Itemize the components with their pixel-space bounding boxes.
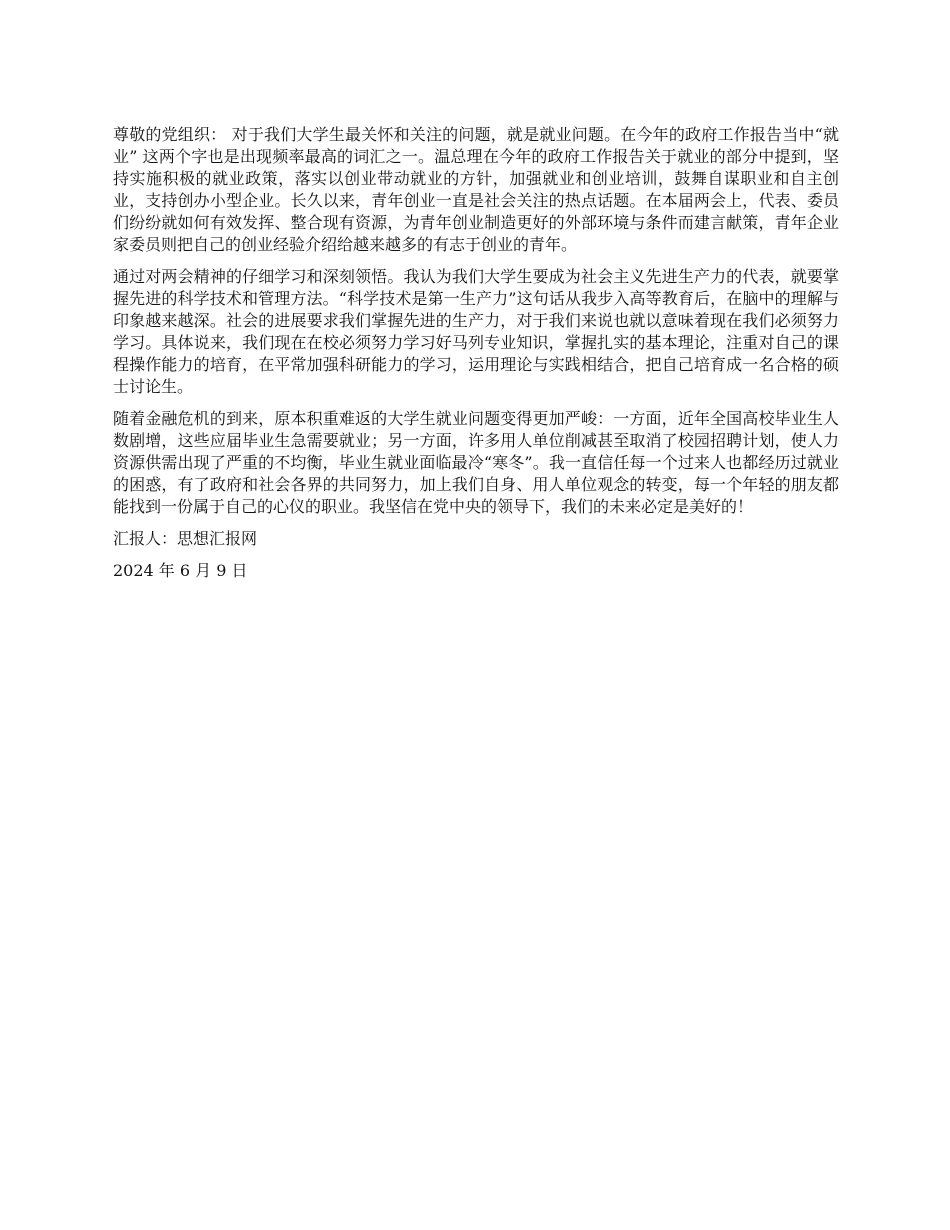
paragraph-study: 通过对两会精神的仔细学习和深刻领悟。我认为我们大学生要成为社会主义先进生产力的代表，就要掌握先进的科学技术和管理方法。“科学技术是第一生产力”这句话从我步入高等教育后，在脑中的理解与印象越来越深。社会的进展要求我们掌握先进的生产力，对于我们来说也就以意味着现在我们必须努力学习。具体说来，我们现在在校必须努力学习好马列专业知识，掌握扎实的基本理论，注重对自己的课程操作能力的培育，在平常加强科研能力的学习，运用理论与实践相结合，把自己培育成一名合格的硕士讨论生。 [113,267,839,396]
paragraph-intro: 尊敬的党组织： 对于我们大学生最关怀和关注的问题，就是就业问题。在今年的政府工作报告当中“就业” 这两个字也是出现频率最高的词汇之一。温总理在今年的政府工作报告关于就业的部分中提到，坚持实施积极的就业政策，落实以创业带动就业的方针，加强就业和创业培训，鼓舞自谋职业和自主创业，支持创办小型企业。长久以来，青年创业一直是社会关注的热点话题。在本届两会上，代表、委员们纷纷就如何有效发挥、整合现有资源，为青年创业制造更好的外部环境与条件而建言献策，青年企业家委员则把自己的创业经验介绍给越来越多的有志于创业的青年。 [113,125,839,254]
document-page [113,124,839,592]
paragraph-employment: 随着金融危机的到来，原本积重难返的大学生就业问题变得更加严峻：一方面，近年全国高校毕业生人数剧增，这些应届毕业生急需要就业；另一方面，许多用人单位削减甚至取消了校园招聘计划，使人力资源供需出现了严重的不均衡，毕业生就业面临最冷“寒冬”。我一直信任每一个过来人也都经历过就业的困惑，有了政府和社会各界的共同努力，加上我们自身、用人单位观念的转变，每一个年轻的朋友都能找到一份属于自己的心仪的职业。我坚信在党中央的领导下，我们的未来必定是美好的！ [113,409,839,516]
date-line: 2024 年 6 月 9 日 [113,561,248,580]
signature-line: 汇报人：思想汇报网 [113,529,258,548]
